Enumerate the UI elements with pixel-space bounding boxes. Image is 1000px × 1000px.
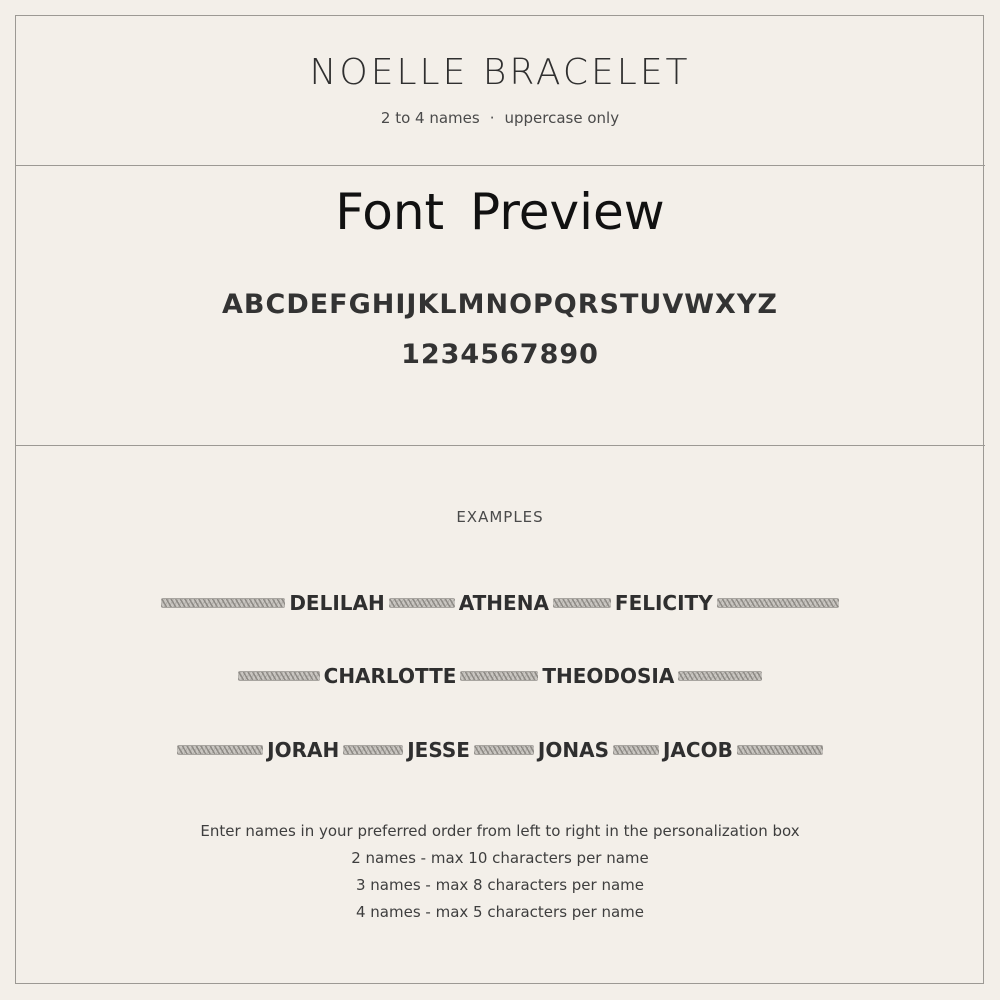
example-bracelet-two-names	[0, 661, 1000, 691]
chain-segment	[613, 745, 659, 755]
chain-segment	[460, 671, 538, 681]
divider-header	[15, 165, 985, 166]
example-name: JACOB	[662, 738, 733, 762]
font-preview-heading: Font Preview	[335, 183, 665, 241]
chain-segment	[161, 598, 285, 608]
instruction-four-names: 4 names - max 5 characters per name	[355, 903, 644, 921]
examples-label: EXAMPLES	[456, 508, 544, 526]
chain-segment	[717, 598, 839, 608]
chain-segment	[177, 745, 263, 755]
chain-segment	[389, 598, 455, 608]
product-subtitle	[0, 109, 1000, 127]
instruction-two-names: 2 names - max 10 characters per name	[351, 849, 649, 867]
product-title: NOELLE BRACELET	[309, 52, 691, 93]
chain-segment	[737, 745, 823, 755]
divider-preview	[15, 445, 985, 446]
instructions-block	[0, 818, 1000, 926]
example-name: FELICITY	[614, 591, 713, 615]
subtitle-name-count: 2 to 4 names	[380, 109, 480, 127]
subtitle-separator: ·	[489, 109, 495, 127]
example-name: DELILAH	[289, 591, 385, 615]
instruction-order: Enter names in your preferred order from left to right in the personalization box	[200, 822, 800, 840]
instruction-three-names: 3 names - max 8 characters per name	[355, 876, 644, 894]
chain-segment	[343, 745, 403, 755]
font-preview-digits: 1234567890	[401, 339, 599, 370]
example-bracelet-three-names	[0, 588, 1000, 618]
chain-segment	[474, 745, 534, 755]
example-name: ATHENA	[458, 591, 549, 615]
example-name: JESSE	[407, 738, 470, 762]
subtitle-case-rule: uppercase only	[504, 109, 620, 127]
example-name: CHARLOTTE	[323, 664, 457, 688]
chain-segment	[238, 671, 320, 681]
example-name: JONAS	[537, 738, 609, 762]
chain-segment	[553, 598, 611, 608]
example-name: JORAH	[267, 738, 340, 762]
example-bracelet-four-names	[0, 735, 1000, 765]
font-preview-alphabet: ABCDEFGHIJKLMNOPQRSTUVWXYZ	[222, 289, 778, 320]
chain-segment	[678, 671, 762, 681]
example-name: THEODOSIA	[542, 664, 675, 688]
